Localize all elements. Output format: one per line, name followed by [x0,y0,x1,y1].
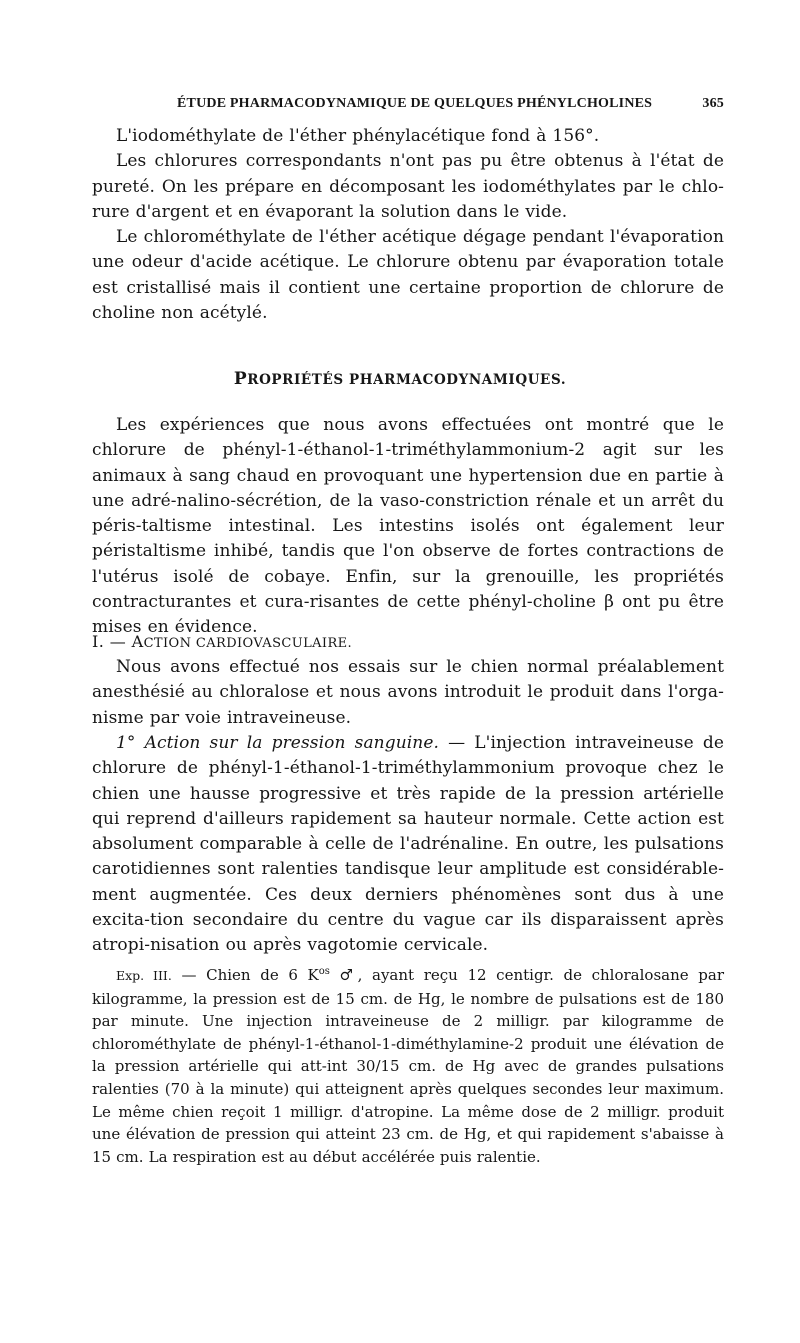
intro-paragraph: Les chlorures correspondants n'ont pas pu être obtenus à l'état de pureté. On les prépare en décomposant les iodométhylates par le chlo-rure d'argent et en évaporant la solution dans le vide. [92,151,724,222]
pressure-label: 1° Action sur la pression sanguine. [116,733,440,753]
pressure-text: — L'injection intraveineuse de chlorure de phényl-1-éthanol-1-triméthylammonium provoque chez le chien une hausse progressive et très rapide de la pression artérielle qui reprend d'ailleurs rapidement sa hauteur normale. Cette action est absolument comparable à celle de l'adrénaline. En outre, les pulsations carotidiennes sont ralenties tandisque leur amplitude est considérable-ment augmentée. Ces deux derniers phénomènes sont dus à une excita-tion secondaire du centre du vague car ils disparaissent après atropi-nisation ou après vagotomie cervicale. [92,733,724,956]
experiment-unit-superscript: os [318,966,330,977]
intro-paragraph: L'iodométhylate de l'éther phénylacétique fond à 156°. [116,126,600,146]
subsection-heading [92,632,724,651]
section-title-rest: ROPRIÉTÉS PHARMACODYNAMIQUES. [247,372,567,388]
running-head: ÉTUDE PHARMACODYNAMIQUE DE QUELQUES PHÉNYLCHOLINES [177,96,653,111]
experiment-label: Exp. III. [116,968,172,983]
experiment-text: ♂, ayant reçu 12 centigr. de chloralosane par kilogramme, la pression est de 15 cm. de Hg, le nombre de pulsations est de 180 par minute. Une injection intraveineuse de 2 milligr. par kilogramme de chlorométhylate de phényl-1-éthanol-1-diméthylamine-2 produit une élévation de la pression artérielle qui att-int 30/15 cm. de Hg avec de grandes pulsations ralenties (70 à la minute) qui atteignent après quelques secondes leur maximum. Le même chien reçoit 1 milligr. d'atropine. La même dose de 2 milligr. produit une élévation de pression qui atteint 23 cm. de Hg, et qui rapidement s'abaisse à 15 cm. La respiration est au début accélérée puis ralentie. [92,966,724,1166]
experiment-note [92,964,724,1168]
subsection-number: I. — [92,632,127,651]
section-title [0,369,800,389]
intro-paragraph: Le chlorométhylate de l'éther acétique dégage pendant l'évaporation une odeur d'acide acétique. Le chlorure obtenu par évaporation totale est cristallisé mais il contient une certaine proportion de chlorure de choline non acétylé. [92,227,724,324]
cardio-paragraph: Nous avons effectué nos essais sur le chien normal préalablement anesthésié au chloralose et nous avons introduit le produit dans l'orga-nisme par voie intraveineuse. [92,657,724,728]
intro-section [92,124,724,326]
summary-paragraph: Les expériences que nous avons effectuées ont montré que le chlorure de phényl-1-éthanol-1-triméthylammonium-2 agit sur les animaux à sang chaud en provoquant une hypertension due en partie à une adré-nalino-sécrétion, de la vaso-constriction rénale et un arrêt du péris-taltisme intestinal. Les intestins isolés ont également leur péristaltisme inhibé, tandis que l'on observe de fortes contractions de l'utérus isolé de cobaye. Enfin, sur la grenouille, les propriétés contracturantes et cura-risantes de cette phényl-choline β ont pu être mises en évidence. [92,415,724,638]
section-title-initial: P [233,369,248,389]
pressure-paragraph [92,731,724,959]
experiment-text-start: — Chien de 6 K [171,966,319,984]
subsection-initial: A [131,632,144,651]
page-number: 365 [702,96,724,111]
subsection-title: CTION CARDIOVASCULAIRE. [143,636,353,651]
